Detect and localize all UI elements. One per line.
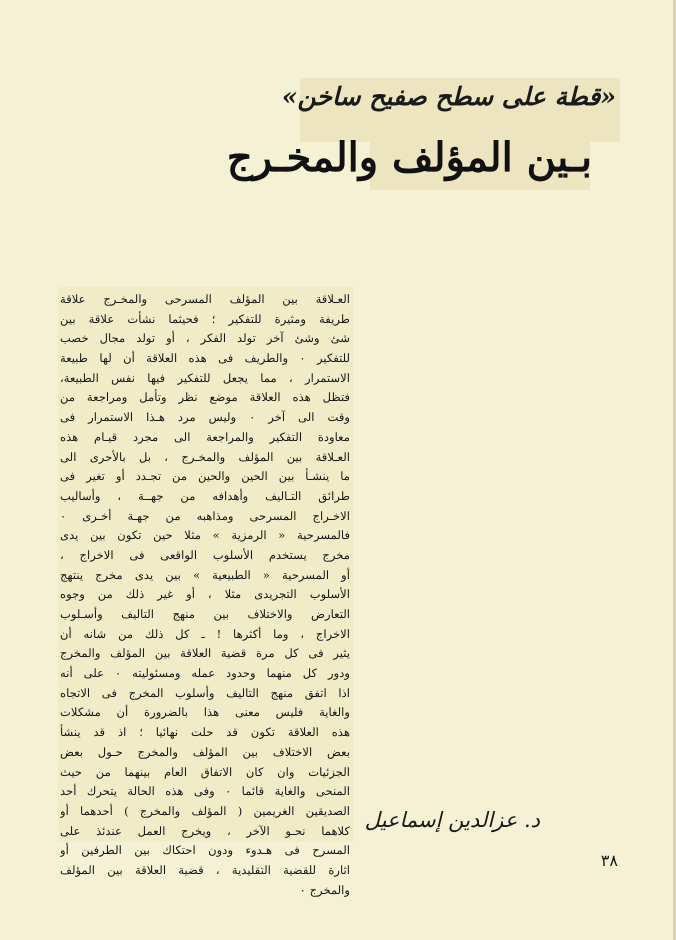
body-line: الصديقين الغريمين ( المؤلف والمخرج ) أحدهما أو [60,803,350,818]
body-line: التعارض والاختلاف بين منهج التاليف وأسـلوب [60,607,350,621]
body-line: والمخرج ٠ [299,882,350,897]
body-line: طريفة ومثيرة للتفكير ؛ فحيثما نشأت علاقة بين [60,311,350,326]
article-body [60,290,350,900]
body-line: كلاهما نحـو الآخر ، ويخرج العمل عندئذ على [60,823,350,838]
body-line: فالمسرحية « الرمزية » مثلا حين تكون بين يدى [60,528,350,543]
body-line: المنحى والغاية قائما ٠ وفى هذه الحالة يتحرك أحد [60,784,350,799]
body-line: بعض الاختلاف بين المؤلف والمخرج حـول بعض [60,744,350,759]
body-line: ودور كل منهما وحدود عمله ومسئوليته ٠ على أنه [60,666,350,681]
body-line: الاستمرار ، مما يجعل للتفكير فيها نفس الطبيعة، [60,370,350,385]
body-line: ما ينشـأ بين الحين والحين من تجـدد أو تغير فى [60,469,350,484]
body-line: فتظل هذه العلاقة موضع نظر وتأمل ومراجعة من [60,390,350,405]
body-line: العـلاقة بين المؤلف المسرحى والمخـرج علاقة [60,292,350,306]
page-number: ٣٨ [600,851,618,870]
body-line: المسرح فى هـدوء ودون احتكاك بين الطرفين أو [60,843,350,858]
body-line: الأسلوب التجريدى مثلا ، أو غير ذلك من وجوه [60,587,350,602]
body-line: الجزئيات وان كان الاتفاق العام بينهما من حيث [60,764,350,779]
body-line: معاودة التفكير والمراجعة الى مجرد قيـام هذه [60,429,350,444]
body-line: الاخـراج المسرحى ومذاهبه من جهـة أخـرى ٠ [60,508,350,523]
body-line: العـلاقة بين المؤلف والمخـرج ، بل بالأحرى الى [60,449,350,464]
body-line: والغاية فليس معنى هذا بالضرورة أن مشكلات [60,705,350,720]
body-line: شئ وشئ آخر تولد الفكر ، أو تولد مجال خصب [60,331,350,346]
article-subtitle: بـين المؤلف والمخـرج [226,134,592,181]
body-line: اثارة للقضية التقليدية ، قضية العلاقة بين المؤلف [60,862,350,877]
body-line: اذا اتفق منهج التاليف وأسلوب المخرج فى الاتجاه [60,685,350,700]
body-line: يثير فى كل مرة قضية العلاقة بين المؤلف والمخرج [60,646,350,661]
body-line: للتفكير ٠ والطريف فى هذه العلاقة أن لها طبيعة [60,351,350,366]
article-title: «قطة على سطح صفيح ساخن» [281,82,616,111]
body-line: مخرج يستخدم الأسلوب الواقعى فى الاخراج ، [60,547,350,562]
author-signature: د. عزالدين إسماعيل [364,808,540,832]
body-line: الاخراج ، وما أكثرها ! ـ كل ذلك من شانه أن [60,626,350,641]
body-line: أو المسرحية « الطبيعية » بين يدى مخرج ينتهج [60,567,350,582]
body-line: طرائق التـاليف وأهدافه من جهــة ، وأساليب [60,488,350,503]
body-line: وقت الى آخر ٠ وليس مرد هـذا الاستمرار فى [60,410,350,425]
body-line: هذه العلاقة تكون قد حلت نهائيا ؛ اذ قد ينشأ [60,725,350,740]
